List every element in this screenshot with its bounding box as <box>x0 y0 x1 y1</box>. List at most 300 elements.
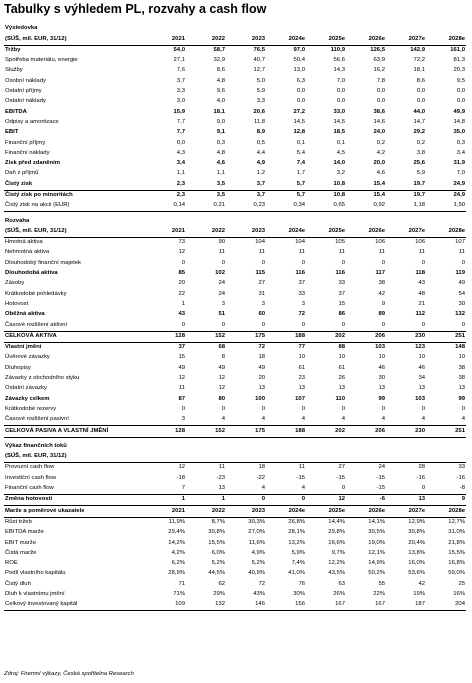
row-value: 12 <box>218 385 225 392</box>
row-value: 12,7% <box>426 517 466 528</box>
row-value: 7,4 <box>296 160 305 167</box>
row-label: Čistý zisk <box>5 180 33 187</box>
row-value: 40,9% <box>248 570 265 577</box>
row-value: 28 <box>418 464 425 471</box>
row-value: 46 <box>418 364 425 371</box>
row-label: Krátkodobé rezervy <box>5 405 57 412</box>
row-value: 4,5 <box>336 149 345 156</box>
row-value: 15,5% <box>448 549 465 556</box>
year-header: 2024e <box>266 506 306 517</box>
year-header: 2023 <box>226 227 266 238</box>
row-value: 3,4 <box>456 149 465 156</box>
row-label: CELKOVÁ PASIVA A VLASTNÍ JMĚNÍ <box>4 426 146 437</box>
table-row <box>4 169 466 179</box>
row-label: Dlouhodobá aktiva <box>5 270 58 277</box>
row-value: 12,7 <box>253 67 265 74</box>
empty-cell <box>386 437 426 452</box>
row-value: 5,0 <box>256 77 265 84</box>
source-note: Zdroj: Firemní výkazy, Česká spořitelna Research <box>4 671 134 677</box>
row-value: 24,0 <box>373 129 385 136</box>
row-value: 0 <box>301 321 305 328</box>
empty-cell <box>386 452 426 463</box>
empty-cell <box>186 437 226 452</box>
row-value: 32,9 <box>213 57 225 64</box>
row-value: 1 <box>181 300 185 307</box>
row-value: 4,9% <box>251 549 265 556</box>
row-value: 16,2 <box>373 67 385 74</box>
row-value: 5,7 <box>296 180 305 187</box>
page-title: Tabulky s výhledem PL, rozvahy a cash flow <box>4 2 267 16</box>
row-value: 16% <box>453 590 465 597</box>
row-value: 4,9 <box>256 160 265 167</box>
row-value: 62 <box>218 580 225 587</box>
row-value: 2,3 <box>146 190 186 201</box>
row-value: 5,9 <box>416 170 425 177</box>
table-row <box>4 279 466 289</box>
row-value: 12 <box>306 495 346 506</box>
row-label: EBITDA <box>5 108 27 115</box>
row-value: 22% <box>373 590 385 597</box>
row-value: 1,50 <box>426 201 466 212</box>
row-value: 49 <box>178 364 185 371</box>
row-value: 11 <box>178 385 185 392</box>
row-value: 4 <box>301 485 305 492</box>
row-value: 4 <box>381 416 385 423</box>
table-row <box>4 159 466 169</box>
row-value: 56,6 <box>333 57 345 64</box>
row-value: 175 <box>226 426 266 437</box>
row-label: Finanční příjmy <box>5 139 46 146</box>
row-value: 11 <box>298 464 305 471</box>
row-label: EBITDA marže <box>5 529 44 536</box>
row-value: 116 <box>335 270 345 277</box>
row-value: 43 <box>418 280 425 287</box>
row-value: 18 <box>258 354 265 361</box>
table-row <box>4 405 466 415</box>
row-value: 10 <box>378 354 385 361</box>
row-value: 50,2% <box>368 570 385 577</box>
section-header-row <box>4 437 466 452</box>
row-value: 12 <box>178 464 185 471</box>
row-value: 18,1 <box>213 108 225 115</box>
row-value: 33,0 <box>333 108 345 115</box>
row-label: Osobní náklady <box>5 77 46 84</box>
year-header: 2027e <box>386 34 426 45</box>
row-value: 5,4 <box>296 149 305 156</box>
row-value: 12,2% <box>328 560 345 567</box>
row-value: 61 <box>298 364 305 371</box>
row-value: 8 <box>221 354 225 361</box>
row-value: -22 <box>256 474 265 481</box>
row-value: 0 <box>421 405 425 412</box>
row-value: 0,3 <box>456 139 465 146</box>
empty-cell <box>186 452 226 463</box>
row-value: 3 <box>261 300 265 307</box>
row-value: 3,8 <box>416 149 425 156</box>
row-value: -15 <box>376 474 385 481</box>
year-header: 2024e <box>266 227 306 238</box>
row-value: 0,65 <box>306 201 346 212</box>
row-value: 19,7 <box>386 190 426 201</box>
row-value: 0 <box>341 485 345 492</box>
row-value: 13,0 <box>293 67 305 74</box>
row-value: 0 <box>381 321 385 328</box>
row-value: 80 <box>218 395 225 402</box>
row-value: 11,9% <box>146 517 186 528</box>
row-value: 11 <box>258 249 265 256</box>
row-value: 5,7 <box>266 190 306 201</box>
row-value: -23 <box>216 474 225 481</box>
row-value: 6,0% <box>211 549 225 556</box>
row-value: 63,9 <box>373 57 385 64</box>
row-value: 22 <box>178 290 185 297</box>
row-value: 202 <box>306 331 346 342</box>
row-value: 8,6 <box>416 77 425 84</box>
row-label: Závazky celkem <box>5 395 50 402</box>
row-value: 3,7 <box>226 190 266 201</box>
table-row <box>4 320 466 331</box>
row-value: 102 <box>215 270 225 277</box>
row-value: 12,8 <box>293 129 305 136</box>
row-value: 9,5 <box>456 77 465 84</box>
table-row <box>4 600 466 611</box>
table-row <box>4 549 466 559</box>
row-value: 27 <box>338 464 345 471</box>
row-value: 4 <box>301 416 305 423</box>
row-value: 9,7% <box>331 549 345 556</box>
row-value: 0,2 <box>376 139 385 146</box>
row-value: 37 <box>178 344 185 351</box>
table-row <box>4 190 466 201</box>
row-value: 11,8 <box>253 118 265 125</box>
row-value: 29,4% <box>168 529 185 536</box>
row-value: 3,4 <box>176 160 185 167</box>
row-label: Čistý zisk po minoritách <box>4 190 146 201</box>
row-value: 31 <box>258 290 265 297</box>
row-value: 41,0% <box>288 570 305 577</box>
section-header-label: Marže a poměrové ukazatele <box>4 506 146 517</box>
row-value: 14,5 <box>333 118 345 125</box>
row-value: 118 <box>415 270 425 277</box>
row-value: 54,0 <box>173 46 185 53</box>
row-value: 24 <box>218 290 225 297</box>
row-label: CELKOVÁ AKTIVA <box>4 331 146 342</box>
row-value: 4,6 <box>376 170 385 177</box>
row-value: 1,1 <box>216 170 225 177</box>
row-value: 0 <box>226 495 266 506</box>
row-value: 49 <box>218 364 225 371</box>
table-row <box>4 331 466 342</box>
row-value: -6 <box>346 495 386 506</box>
table-row <box>4 364 466 374</box>
row-value: 20 <box>258 375 265 382</box>
section-header-label: (SÚŠ, mil. EUR, 31/12) <box>4 227 146 238</box>
row-label: Investiční cash flow <box>5 474 57 481</box>
table-row <box>4 384 466 394</box>
row-value: 105 <box>335 239 345 246</box>
row-value: 0 <box>301 405 305 412</box>
row-value: 0 <box>381 259 385 266</box>
row-value: 29,2 <box>413 129 425 136</box>
row-value: -16 <box>456 474 465 481</box>
row-value: 28,1% <box>288 529 305 536</box>
row-value: 30,3% <box>226 517 266 528</box>
row-label: Oběžná aktiva <box>5 311 45 318</box>
row-value: 14,8 <box>453 118 465 125</box>
row-value: 24,9 <box>453 180 465 187</box>
table-row <box>4 538 466 548</box>
table-row <box>4 415 466 426</box>
row-value: 110 <box>335 395 345 402</box>
table-row <box>4 149 466 159</box>
row-value: 0 <box>461 321 465 328</box>
row-value: 156 <box>266 600 306 611</box>
row-value: 21 <box>418 300 425 307</box>
empty-cell <box>426 452 466 463</box>
row-value: 13 <box>338 385 345 392</box>
table-row <box>4 300 466 310</box>
row-value: 38 <box>458 375 465 382</box>
empty-cell <box>306 437 346 452</box>
row-value: 72,2 <box>413 57 425 64</box>
row-value: 68 <box>218 344 225 351</box>
row-label: Časové rozlišení aktivní <box>5 321 68 328</box>
row-value: 188 <box>266 331 306 342</box>
row-value: 7,6 <box>176 67 185 74</box>
table-row <box>4 559 466 569</box>
row-value: 20,4% <box>408 539 425 546</box>
row-value: 0 <box>381 405 385 412</box>
row-value: 11 <box>418 249 425 256</box>
table-row <box>4 118 466 128</box>
row-value: 20,0 <box>373 160 385 167</box>
row-value: 0,23 <box>226 201 266 212</box>
row-value: 14,4% <box>306 517 346 528</box>
empty-cell <box>186 212 226 227</box>
table-row <box>4 289 466 299</box>
row-value: 21,8% <box>448 539 465 546</box>
row-value: 104 <box>255 239 265 246</box>
table-row <box>4 579 466 589</box>
row-value: 0,1 <box>296 139 305 146</box>
row-value: 33 <box>338 280 345 287</box>
section-header-row <box>4 212 466 227</box>
row-value: 15,4 <box>346 190 386 201</box>
table-row <box>4 310 466 320</box>
year-header: 2026e <box>346 506 386 517</box>
row-value: 13 <box>458 385 465 392</box>
empty-cell <box>146 452 186 463</box>
row-value: 4 <box>221 416 225 423</box>
row-value: 132 <box>186 600 226 611</box>
row-value: 4,6 <box>216 160 225 167</box>
row-value: 30,8% <box>408 529 425 536</box>
year-header: 2028e <box>426 227 466 238</box>
row-value: 7,8 <box>376 77 385 84</box>
row-value: 15,5% <box>208 539 225 546</box>
row-value: 0,0 <box>416 88 425 95</box>
row-value: 0,0 <box>416 98 425 105</box>
row-value: 43,5% <box>328 570 345 577</box>
row-value: 0,21 <box>186 201 226 212</box>
row-value: 24 <box>378 464 385 471</box>
row-value: 0 <box>221 405 225 412</box>
empty-cell <box>266 437 306 452</box>
empty-cell <box>186 24 226 34</box>
financial-table <box>4 24 466 611</box>
row-value: 103 <box>415 395 425 402</box>
empty-cell <box>306 452 346 463</box>
row-value: 81,3 <box>453 57 465 64</box>
row-value: 85 <box>178 270 185 277</box>
row-value: 100 <box>255 395 265 402</box>
row-value: 11 <box>378 249 385 256</box>
row-value: 0 <box>181 405 185 412</box>
row-value: 13,8% <box>408 549 425 556</box>
row-value: 86 <box>338 311 345 318</box>
row-value: 77 <box>298 344 305 351</box>
row-value: 204 <box>426 600 466 611</box>
row-value: 1,7 <box>296 170 305 177</box>
row-value: 115 <box>255 270 265 277</box>
row-value: 132 <box>455 311 465 318</box>
row-value: -15 <box>376 485 385 492</box>
row-value: 10,8 <box>333 180 345 187</box>
table-row <box>4 259 466 269</box>
row-value: 29,8% <box>328 529 345 536</box>
row-value: 0,0 <box>296 88 305 95</box>
row-value: 0 <box>261 259 265 266</box>
table-row <box>4 495 466 506</box>
empty-cell <box>346 212 386 227</box>
row-value: 119 <box>455 270 465 277</box>
table-row <box>4 138 466 148</box>
row-value: 4 <box>461 416 465 423</box>
row-value: 49 <box>258 364 265 371</box>
row-value: 11,6% <box>248 539 265 546</box>
row-value: 13 <box>258 385 265 392</box>
row-value: 7,0 <box>336 77 345 84</box>
row-value: 14,6 <box>373 118 385 125</box>
row-value: 51 <box>218 311 225 318</box>
row-value: 16,6% <box>328 539 345 546</box>
row-label: Nehmotná aktiva <box>5 249 50 256</box>
row-value: -16 <box>416 474 425 481</box>
row-label: Závazky z obchodního styku <box>5 375 80 382</box>
row-value: 251 <box>426 426 466 437</box>
row-label: Ostatní závazky <box>5 385 47 392</box>
row-label: Růst tržeb <box>4 517 146 528</box>
row-value: 0,0 <box>176 139 185 146</box>
year-header: 2027e <box>386 506 426 517</box>
row-value: 20,6 <box>253 108 265 115</box>
table-row <box>4 76 466 86</box>
row-value: 0,5 <box>256 139 265 146</box>
row-label: Dlouhodobý finanční majetek <box>5 259 81 266</box>
row-value: 19% <box>413 590 425 597</box>
row-value: 0 <box>266 495 306 506</box>
row-value: 117 <box>375 270 385 277</box>
row-value: 15,9 <box>173 108 185 115</box>
row-value: 230 <box>386 426 426 437</box>
year-header: 2021 <box>146 506 186 517</box>
year-header: 2024e <box>266 34 306 45</box>
row-value: 7,7 <box>176 118 185 125</box>
row-value: 0,3 <box>216 139 225 146</box>
row-label: ROE <box>5 560 18 567</box>
row-value: 25 <box>458 580 465 587</box>
row-value: 14,3 <box>333 67 345 74</box>
row-label: Daň z příjmů <box>5 170 39 177</box>
empty-cell <box>266 452 306 463</box>
year-header: 2025e <box>306 34 346 45</box>
row-value: 28,9% <box>168 570 185 577</box>
row-value: 0 <box>261 321 265 328</box>
row-value: 71 <box>178 580 185 587</box>
row-value: 5,9% <box>291 549 305 556</box>
table-row <box>4 128 466 138</box>
row-value: 4,3 <box>176 149 185 156</box>
row-value: 7,4% <box>291 560 305 567</box>
row-value: 11 <box>218 249 225 256</box>
row-value: 14,9% <box>368 560 385 567</box>
row-value: 106 <box>375 239 385 246</box>
section-header-label: Rozvaha <box>5 217 30 224</box>
row-value: 38 <box>458 364 465 371</box>
empty-cell <box>266 24 306 34</box>
row-value: 31,9 <box>453 160 465 167</box>
row-value: 12 <box>218 375 225 382</box>
row-value: 37 <box>298 280 305 287</box>
row-value: 3,7 <box>256 180 265 187</box>
row-value: 202 <box>306 426 346 437</box>
row-value: 0 <box>341 405 345 412</box>
row-value: 11 <box>298 249 305 256</box>
row-label: Vlastní jmění <box>5 344 42 351</box>
row-value: -8 <box>459 485 465 492</box>
row-value: 76 <box>298 580 305 587</box>
row-value: 206 <box>346 426 386 437</box>
row-label: Hotovost <box>5 300 29 307</box>
row-value: 0 <box>461 259 465 266</box>
row-value: 61 <box>338 364 345 371</box>
empty-cell <box>386 24 426 34</box>
table-row <box>4 45 466 56</box>
row-value: 49,9 <box>453 108 465 115</box>
empty-cell <box>226 24 266 34</box>
row-value: 49 <box>458 280 465 287</box>
year-header: 2028e <box>426 34 466 45</box>
row-label: Dluhopisy <box>5 364 31 371</box>
row-value: 9 <box>381 300 385 307</box>
row-value: 90 <box>218 239 225 246</box>
table-row <box>4 248 466 258</box>
row-label: EBIT marže <box>5 539 36 546</box>
row-value: 25,6 <box>413 160 425 167</box>
row-value: 13 <box>418 385 425 392</box>
row-value: 43% <box>253 590 265 597</box>
row-value: 15 <box>338 300 345 307</box>
year-header: 2027e <box>386 227 426 238</box>
row-value: 13 <box>218 485 225 492</box>
row-value: 3,7 <box>176 77 185 84</box>
row-value: 152 <box>186 331 226 342</box>
row-value: 0 <box>221 259 225 266</box>
row-value: 46 <box>378 364 385 371</box>
table-row <box>4 201 466 212</box>
row-value: 148 <box>455 344 465 351</box>
row-value: 5,2% <box>211 560 225 567</box>
